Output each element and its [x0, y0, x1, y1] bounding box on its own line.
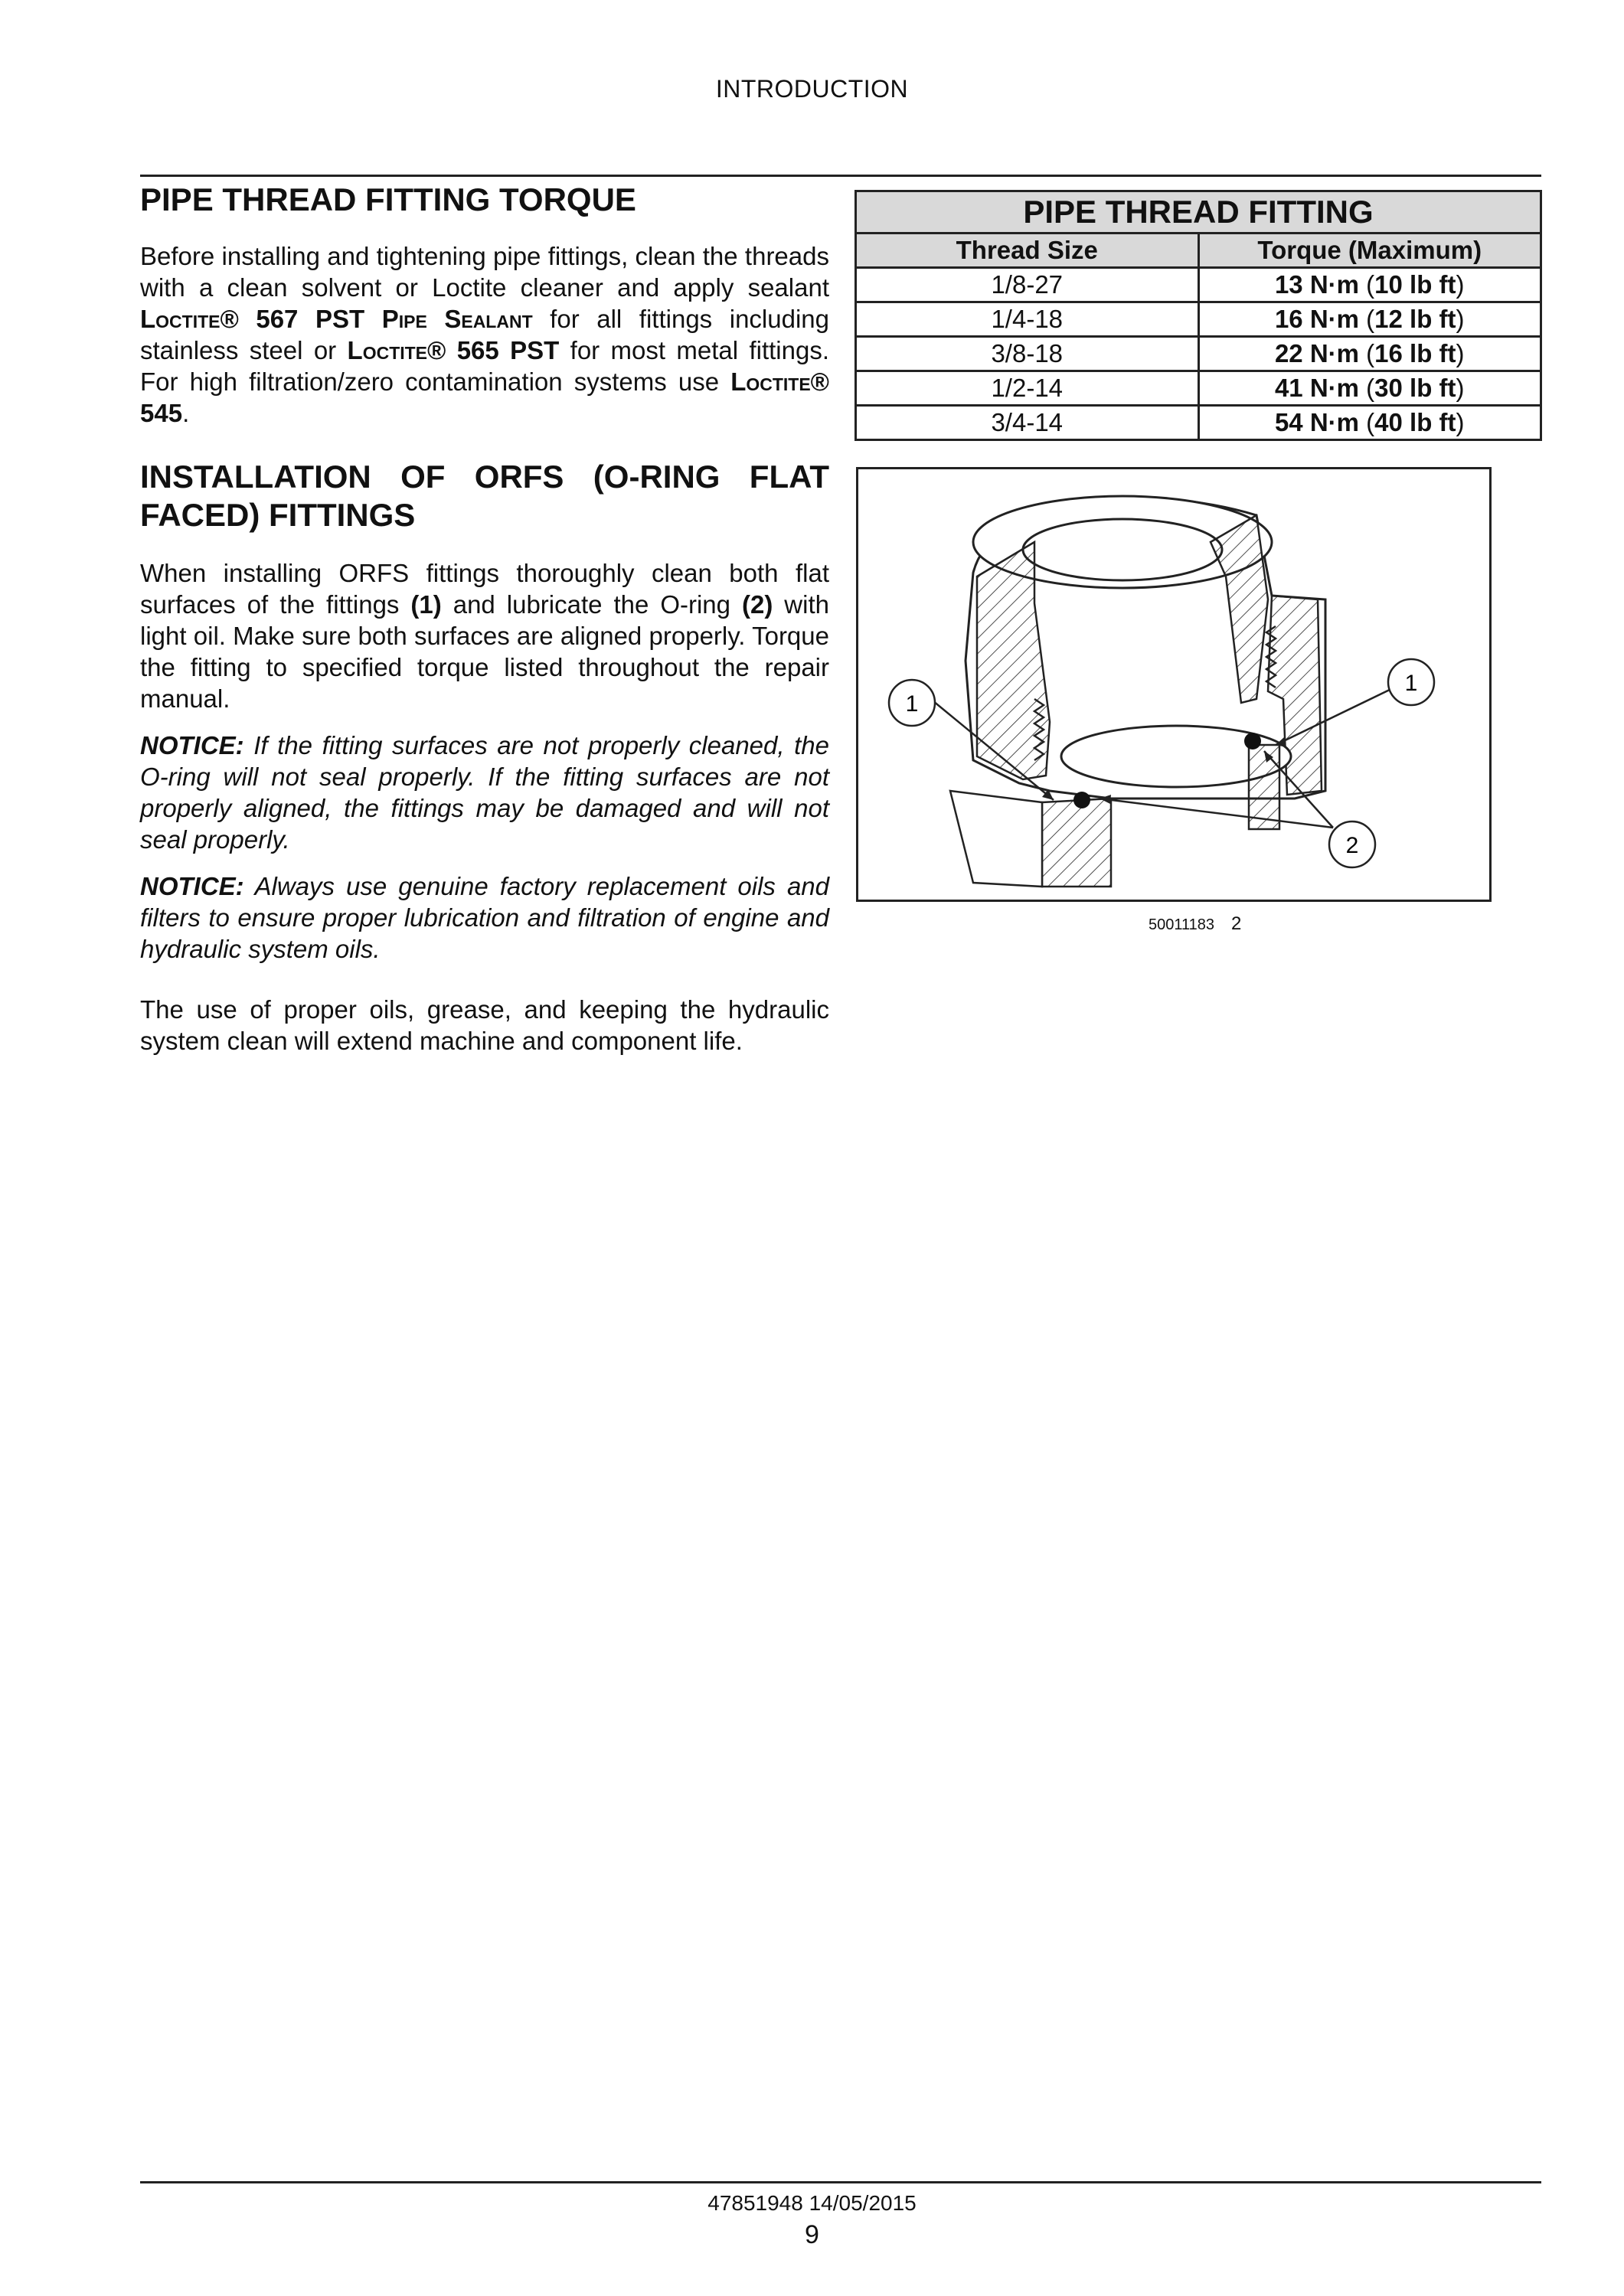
column-header-thread-size: Thread Size	[856, 234, 1199, 268]
thread-size-cell: 1/8-27	[856, 268, 1199, 302]
text-run: for all fittings including stainless steel or	[140, 305, 829, 364]
figure-caption	[1149, 913, 1241, 935]
table-row	[856, 302, 1541, 337]
torque-nm: 13 N·m	[1274, 270, 1359, 299]
footer-rule	[140, 2181, 1541, 2183]
torque-lbft: 12 lb ft	[1374, 305, 1456, 333]
column-header-torque: Torque (Maximum)	[1198, 234, 1541, 268]
paren: (	[1359, 408, 1375, 436]
fitting-cutaway-illustration	[858, 469, 1489, 900]
footer-doc-id: 47851948 14/05/2015	[707, 2191, 917, 2215]
running-header: INTRODUCTION	[715, 75, 909, 103]
product-name: Loctite® 545	[140, 367, 829, 427]
callout-label: 1	[905, 691, 919, 717]
torque-table	[854, 190, 1542, 441]
notice-label: NOTICE:	[140, 872, 244, 900]
notice-paragraph	[140, 730, 829, 855]
thread-size-cell: 1/2-14	[856, 371, 1199, 406]
table-row	[856, 371, 1541, 406]
notice-label: NOTICE:	[140, 731, 244, 759]
table-row	[856, 268, 1541, 302]
paren: )	[1456, 305, 1465, 333]
table-row	[856, 406, 1541, 440]
torque-nm: 16 N·m	[1274, 305, 1359, 333]
notice-text: If the fitting surfaces are not properly cleaned, the O-ring will not seal properly. If the fitting surfaces are not properly aligned, the fittings may be damaged and will not seal properly.	[140, 731, 829, 854]
ref-callout: (2)	[741, 590, 773, 619]
product-name: Loctite® 565 PST	[347, 336, 560, 364]
paren: (	[1359, 305, 1375, 333]
o-ring-right-icon	[1244, 733, 1261, 750]
paren: (	[1359, 339, 1375, 367]
paren: (	[1359, 374, 1375, 402]
thread-size-cell: 3/8-18	[856, 337, 1199, 371]
paren: )	[1456, 339, 1465, 367]
left-column	[140, 181, 829, 1057]
torque-cell	[1198, 406, 1541, 440]
section-heading-pipe-thread: PIPE THREAD FITTING TORQUE	[140, 181, 636, 217]
torque-nm: 54 N·m	[1274, 408, 1359, 436]
torque-nm: 22 N·m	[1274, 339, 1359, 367]
header-rule	[140, 175, 1541, 177]
notice-text: Always use genuine factory replacement oils and filters to ensure proper lubrication and filtration of engine and hydraulic system oils.	[140, 872, 829, 963]
figure-id: 50011183	[1149, 916, 1215, 933]
torque-nm: 41 N·m	[1274, 374, 1359, 402]
page-number: 9	[805, 2220, 819, 2249]
orfs-paragraph	[140, 557, 829, 714]
text-run: When installing ORFS fittings thoroughly clean both flat surfaces of the fittings	[140, 559, 829, 619]
orfs-fitting-figure	[856, 467, 1492, 902]
text-run: and lubricate the O-ring	[441, 590, 742, 619]
product-name: Loctite® 567 PST Pipe Sealant	[140, 305, 533, 333]
ref-callout: (1)	[410, 590, 442, 619]
torque-lbft: 10 lb ft	[1374, 270, 1456, 299]
callout-label: 2	[1345, 833, 1359, 858]
thread-size-cell: 3/4-14	[856, 406, 1199, 440]
notice-paragraph	[140, 870, 829, 965]
text-run: for most metal fittings. For high filtration/zero contamination systems use	[140, 336, 829, 396]
torque-cell	[1198, 302, 1541, 337]
torque-lbft: 16 lb ft	[1374, 339, 1456, 367]
torque-cell	[1198, 268, 1541, 302]
torque-cell	[1198, 371, 1541, 406]
text-run: Before installing and tightening pipe fittings, clean the threads with a clean solvent or Loctite cleaner and apply sealant	[140, 242, 829, 302]
table-row	[856, 337, 1541, 371]
torque-lbft: 30 lb ft	[1374, 374, 1456, 402]
paren: (	[1359, 270, 1375, 299]
torque-lbft: 40 lb ft	[1374, 408, 1456, 436]
paren: )	[1456, 270, 1465, 299]
closing-paragraph: The use of proper oils, grease, and keeping the hydraulic system clean will extend machine and component life.	[140, 995, 829, 1055]
text-run: with light oil. Make sure both surfaces are aligned properly. Torque the fitting to specified torque listed throughout the repair manual.	[140, 590, 829, 713]
table-caption: PIPE THREAD FITTING	[856, 191, 1541, 234]
thread-size-cell: 1/4-18	[856, 302, 1199, 337]
section-heading-orfs: INSTALLATION OF ORFS (O-RING FLAT FACED) FITTINGS	[140, 459, 829, 533]
o-ring-left-icon	[1073, 792, 1090, 808]
pipe-thread-paragraph	[140, 240, 829, 429]
figure-number: 2	[1231, 913, 1242, 934]
torque-cell	[1198, 337, 1541, 371]
text-run: .	[182, 399, 190, 427]
callout-label: 1	[1404, 671, 1418, 696]
paren: )	[1456, 408, 1465, 436]
paren: )	[1456, 374, 1465, 402]
